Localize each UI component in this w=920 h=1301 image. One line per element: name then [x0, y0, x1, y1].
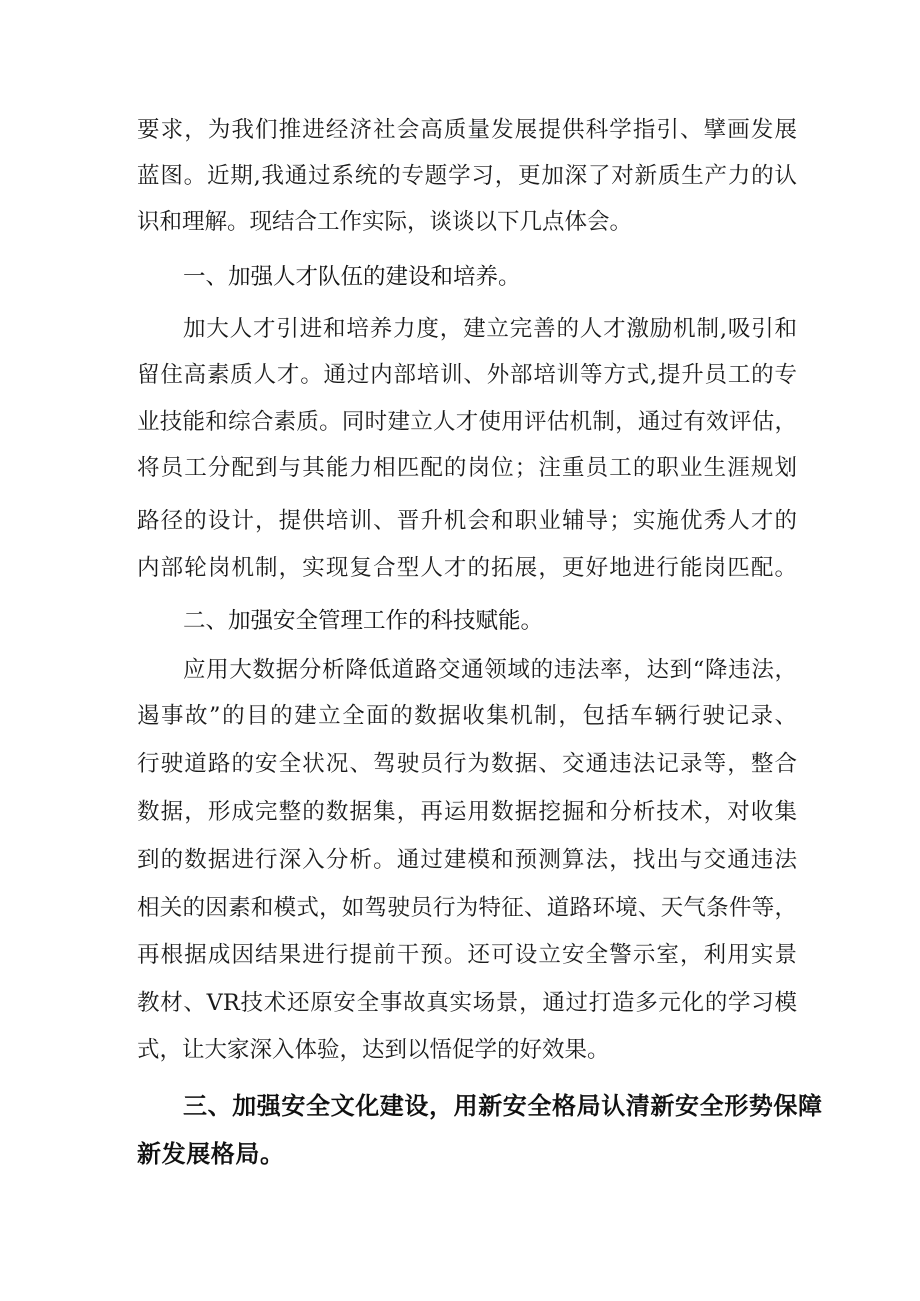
section-1-line-1: 加大人才引进和培养力度，建立完善的人才激励机制,吸引和 [183, 316, 797, 342]
section-2-line-6: 相关的因素和模式，如驾驶员行为特征、道路环境、天气条件等， [137, 895, 797, 921]
section-2-line-2: 遏事故”的目的建立全面的数据收集机制，包括车辆行驶记录、 [137, 703, 797, 729]
intro-line-2: 蓝图。近期,我通过系统的专题学习，更加深了对新质生产力的认 [137, 163, 797, 189]
intro-line-1: 要求，为我们推进经济社会高质量发展提供科学指引、擘画发展 [137, 117, 797, 143]
section-1-heading: 一、加强人才队伍的建设和培养。 [183, 264, 521, 290]
section-1-line-2: 留住高素质人才。通过内部培训、外部培训等方式,提升员工的专 [137, 362, 797, 388]
section-2-line-9: 式，让大家深入体验，达到以悟促学的好效果。 [137, 1037, 610, 1063]
section-2-line-3: 行驶道路的安全状况、驾驶员行为数据、交通违法记录等，整合 [137, 751, 797, 777]
section-2-line-8: 教材、VR技术还原安全事故真实场景，通过打造多元化的学习模 [137, 990, 797, 1016]
section-1-line-4: 将员工分配到与其能力相匹配的岗位；注重员工的职业生涯规划 [137, 455, 797, 481]
section-3-heading-line-2: 新发展格局。 [137, 1140, 285, 1168]
section-2-line-4: 数据，形成完整的数据集，再运用数据挖掘和分析技术，对收集 [137, 799, 797, 825]
section-2-line-7: 再根据成因结果进行提前干预。还可设立安全警示室，利用实景 [137, 942, 797, 968]
section-2-heading: 二、加强安全管理工作的科技赋能。 [183, 608, 544, 634]
section-3-heading-line-1: 三、加强安全文化建设，用新安全格局认清新安全形势保障 [183, 1092, 823, 1120]
section-1-line-6: 内部轮岗机制，实现复合型人才的拓展，更好地进行能岗匹配。 [137, 555, 797, 581]
intro-line-3: 识和理解。现结合工作实际，谈谈以下几点体会。 [137, 209, 633, 235]
section-1-line-5: 路径的设计，提供培训、晋升机会和职业辅导；实施优秀人才的 [137, 508, 797, 534]
section-1-line-3: 业技能和综合素质。同时建立人才使用评估机制，通过有效评估， [137, 409, 797, 435]
section-2-line-5: 到的数据进行深入分析。通过建模和预测算法，找出与交通违法 [137, 847, 797, 873]
section-2-line-1: 应用大数据分析降低道路交通领域的违法率，达到“降违法， [183, 657, 797, 683]
